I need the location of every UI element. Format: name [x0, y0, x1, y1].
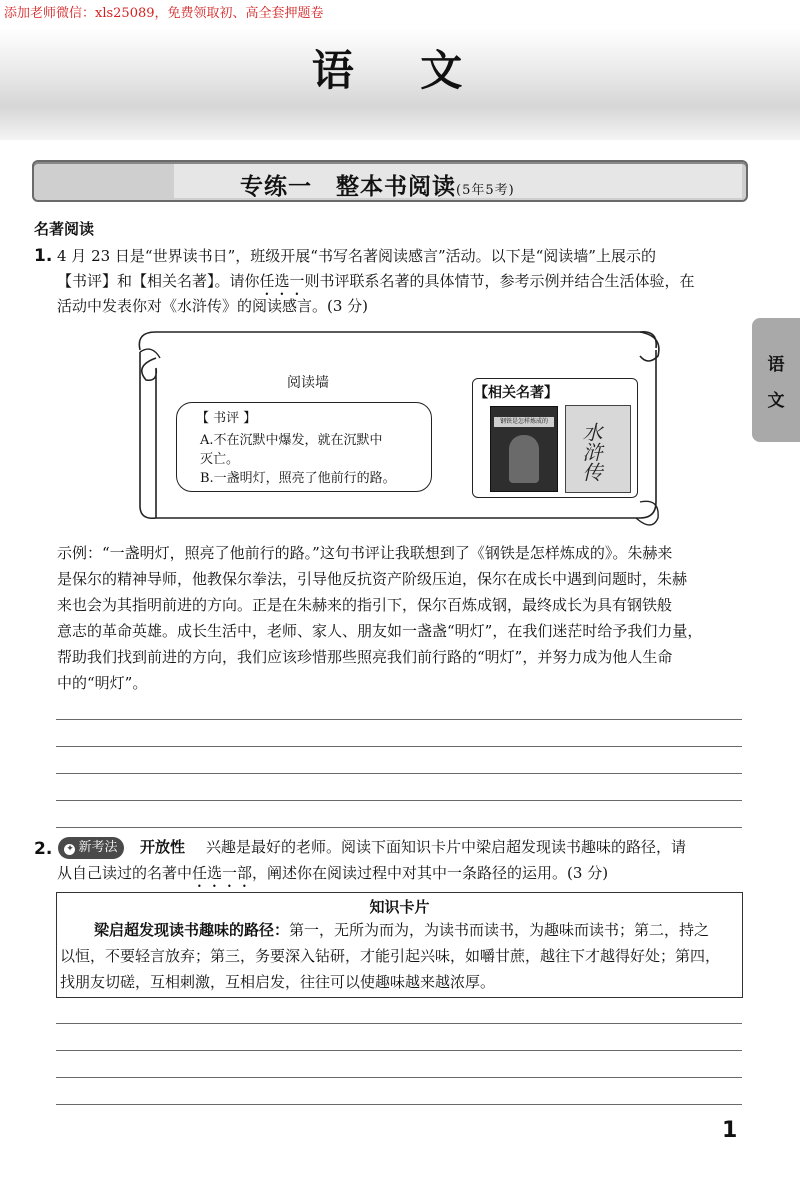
answer-line[interactable] [56, 800, 742, 801]
q2-line2-a: 从自己读过的名著中 [57, 864, 193, 882]
section-title-sub: (5年5考) [456, 183, 515, 198]
knowledge-card-line-2: 以恒，不要轻言放弃；第三，务要深入钻研，才能引起兴味，如嚼甘蔗，越往下才越得好处；第四， [60, 947, 721, 965]
answer-line[interactable] [56, 773, 742, 774]
example-label: 示例： [57, 544, 103, 562]
question-1-number: 1. [34, 246, 53, 266]
reading-wall-title: 阅读墙 [287, 375, 329, 391]
q2-emphasis: 任选一部 [192, 864, 253, 882]
book-cover-steel [490, 406, 558, 492]
section-title [240, 168, 515, 201]
answer-line[interactable] [56, 1023, 742, 1024]
answer-line[interactable] [56, 1050, 742, 1051]
example-line-1 [57, 541, 672, 566]
book-cover-water-margin-title: 水浒传 [579, 422, 603, 482]
question-type-label: 开放性 [140, 838, 186, 856]
question-1-line-3: 活动中发表你对《水浒传》的阅读感言。(3 分) [57, 297, 369, 315]
question-2-number: 2. [34, 839, 53, 859]
knowledge-card-line-3: 找朋友切磋，互相刺激，互相启发，往往可以使趣味越来越浓厚。 [60, 973, 496, 991]
review-option-b: B.一盏明灯，照亮了他前行的路。 [200, 471, 396, 486]
question-2-line-1: 兴趣是最好的老师。阅读下面知识卡片中梁启超发现读书趣味的路径，请 [206, 838, 687, 856]
book-cover-water-margin [565, 405, 631, 493]
side-tab-char-1: 语 [767, 355, 785, 375]
sub-heading: 名著阅读 [34, 220, 95, 238]
example-line-5: 帮助我们找到前进的方向，我们应该珍惜那些照亮我们前行路的“明灯”，并努力成为他人生命 [57, 648, 673, 666]
review-title: 【 书评 】 [196, 411, 257, 426]
review-option-a-line-2: 灭亡。 [200, 452, 240, 467]
answer-line[interactable] [56, 827, 742, 828]
example-line-3: 来也会为其指明前进的方向。正是在朱赫来的指引下，保尔百炼成钢，最终成长为具有钢铁般 [57, 596, 673, 614]
side-tab-char-2: 文 [767, 391, 785, 411]
page-number: 1 [722, 1118, 738, 1143]
knowledge-card-line-1 [94, 918, 709, 943]
new-method-badge-label: 新考法 [78, 840, 118, 855]
example-text-1: “一盏明灯，照亮了他前行的路。”这句书评让我联想到了《钢铁是怎样炼成的》。朱赫来 [102, 544, 673, 562]
book-cover-steel-title: 钢铁是怎样炼成的 [494, 417, 554, 427]
section-title-main: 专练一 整本书阅读 [240, 174, 456, 200]
example-line-4: 意志的革命英雄。成长生活中，老师、家人、朋友如一盏盏“明灯”，在我们迷茫时给予我们力量， [57, 622, 703, 640]
question-1-line-1: 4 月 23 日是“世界读书日”，班级开展“书写名著阅读感言”活动。以下是“阅读墙”上展示的 [57, 247, 656, 265]
example-line-6: 中的“明灯”。 [57, 674, 148, 692]
knowledge-card-lead: 梁启超发现读书趣味的路径： [94, 921, 290, 939]
answer-line[interactable] [56, 746, 742, 747]
page-title: 语 文 [311, 46, 489, 95]
q1-line2-b: 则书评联系名著的具体情节，参考示例并结合生活体验，在 [304, 272, 695, 290]
knowledge-card-text-1: 第一，无所为而为，为读书而读书，为趣味而读书；第二，持之 [289, 921, 710, 939]
q2-line2-b: ，阐述你在阅读过程中对其中一条路径的运用。(3 分) [252, 864, 609, 882]
knowledge-card-title: 知识卡片 [369, 898, 430, 916]
answer-line[interactable] [56, 719, 742, 720]
lightbulb-icon: ✦ [66, 844, 74, 854]
new-method-badge [58, 837, 124, 859]
q1-emphasis: 任选一 [259, 272, 305, 290]
review-option-a-line-1: A.不在沉默中爆发，就在沉默中 [200, 433, 383, 448]
book-cover-steel-figure [509, 435, 539, 483]
question-2-line-2 [57, 861, 608, 891]
example-line-2: 是保尔的精神导师，他教保尔拳法，引导他反抗资产阶级压迫，保尔在成长中遇到问题时，朱赫 [57, 570, 688, 588]
watermark-text: 添加老师微信：xls25089，免费领取初、高全套押题卷 [4, 6, 324, 21]
answer-line[interactable] [56, 1104, 742, 1105]
related-books-title: 【相关名著】 [474, 385, 558, 401]
q1-line2-a: 【书评】和【相关名著】。请你 [57, 272, 260, 290]
subject-side-tab [752, 318, 800, 442]
answer-line[interactable] [56, 1077, 742, 1078]
